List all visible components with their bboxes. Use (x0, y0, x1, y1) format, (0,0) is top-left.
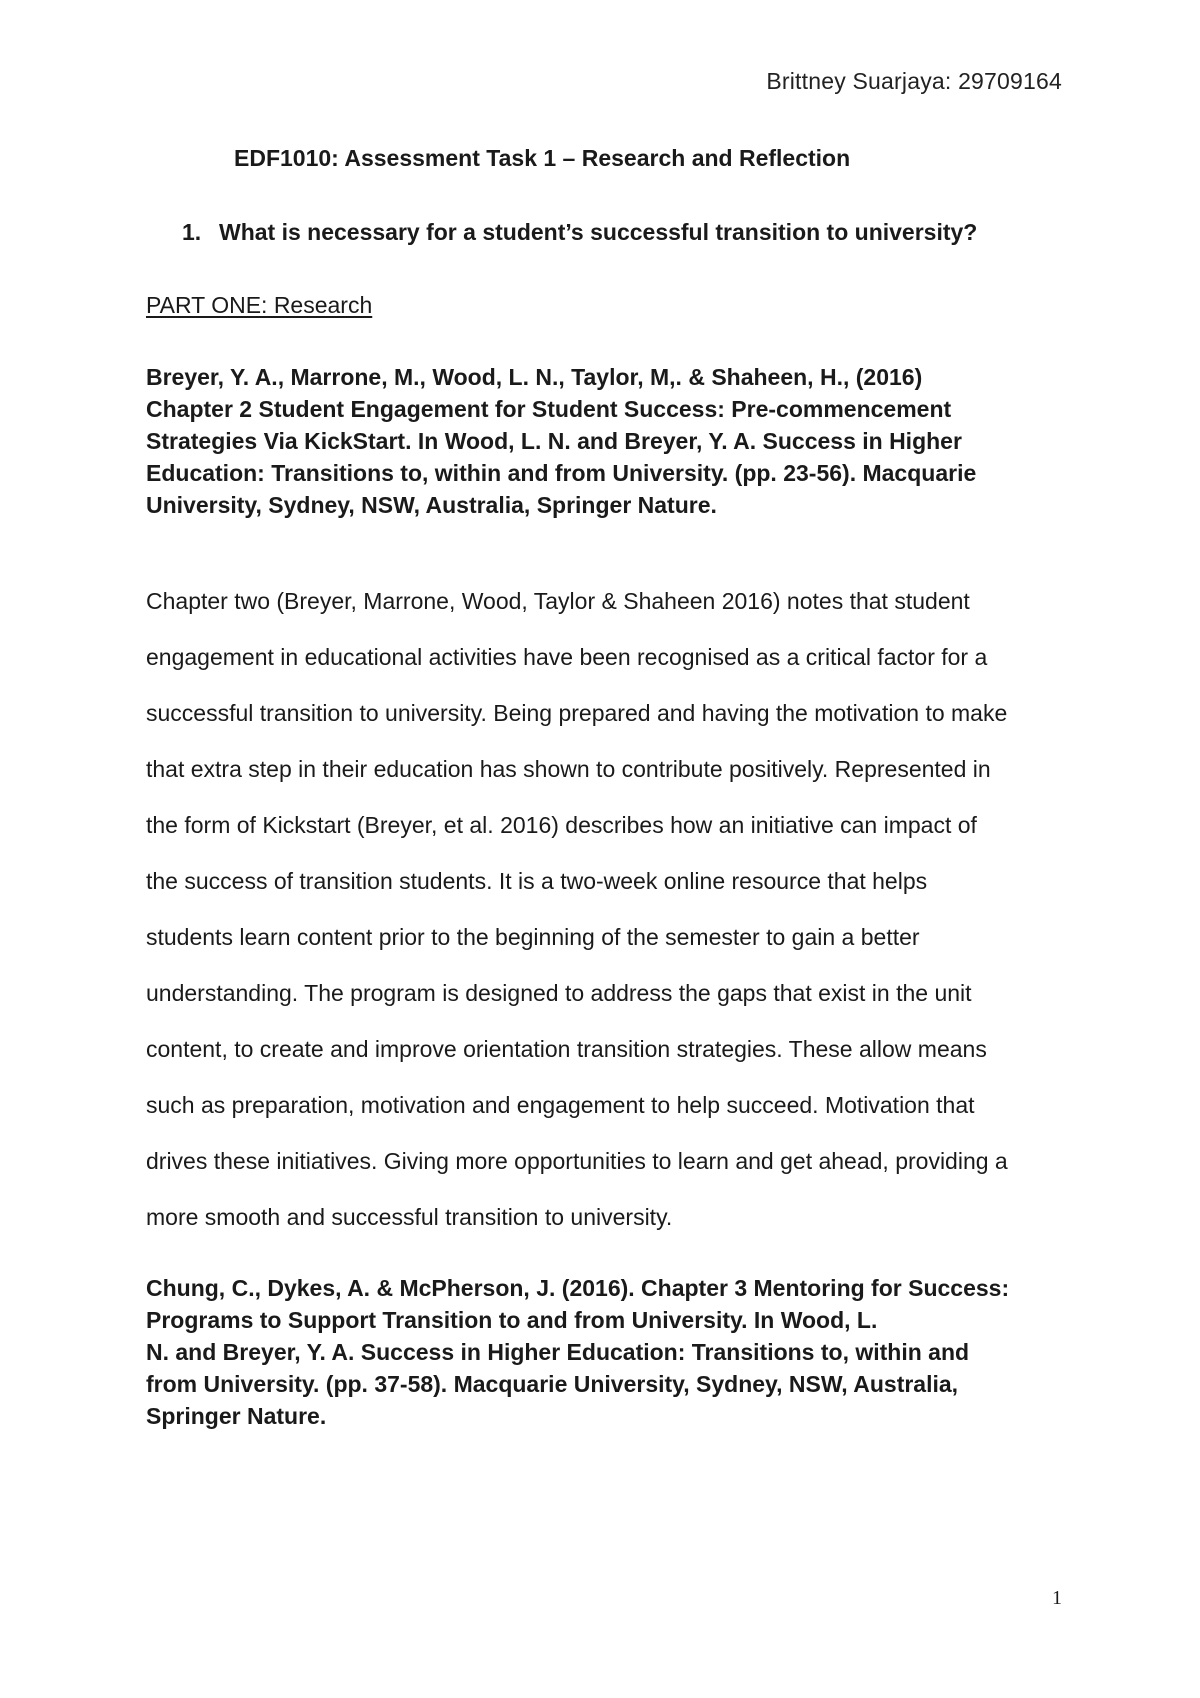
paragraph-line: understanding. The program is designed to address the gaps that exist in the unit (146, 980, 972, 1006)
reference-line: Chapter 2 Student Engagement for Student Success: Pre-commencement (146, 396, 952, 422)
paragraph-line: successful transition to university. Being prepared and having the motivation to make (146, 700, 1008, 726)
paragraph-line: students learn content prior to the beginning of the semester to gain a better (146, 924, 920, 950)
reference-line: Chung, C., Dykes, A. & McPherson, J. (2016). Chapter 3 Mentoring for Success: (146, 1275, 1010, 1301)
paragraph-line: the success of transition students. It is a two-week online resource that helps (146, 868, 928, 894)
reference-line: Breyer, Y. A., Marrone, M., Wood, L. N., Taylor, M,. & Shaheen, H., (2016) (146, 364, 923, 390)
question-text: What is necessary for a student’s successful transition to university? (219, 219, 978, 245)
page-number: 1 (1052, 1587, 1062, 1609)
body-paragraph (146, 585, 1086, 1257)
paragraph-line: engagement in educational activities have been recognised as a critical factor for a (146, 644, 988, 670)
reference-line: Education: Transitions to, within and from University. (pp. 23-56). Macquarie (146, 460, 977, 486)
paragraph-line: such as preparation, motivation and engagement to help succeed. Motivation that (146, 1092, 975, 1118)
paragraph-line: content, to create and improve orientation transition strategies. These allow means (146, 1036, 987, 1062)
question-number: 1. (182, 219, 202, 245)
document-title: EDF1010: Assessment Task 1 – Research and Reflection (234, 145, 851, 171)
reference-line: University, Sydney, NSW, Australia, Springer Nature. (146, 492, 717, 518)
reference-line: Strategies Via KickStart. In Wood, L. N. and Breyer, Y. A. Success in Higher (146, 428, 962, 454)
reference-line: Springer Nature. (146, 1403, 327, 1429)
reference-line: Programs to Support Transition to and from University. In Wood, L. (146, 1307, 878, 1333)
author-header: Brittney Suarjaya: 29709164 (766, 68, 1062, 94)
paragraph-line: drives these initiatives. Giving more opportunities to learn and get ahead, providing a (146, 1148, 1008, 1174)
question-heading (182, 219, 977, 246)
paragraph-line: more smooth and successful transition to university. (146, 1204, 673, 1230)
paragraph-line: that extra step in their education has shown to contribute positively. Represented in (146, 756, 991, 782)
part-heading: PART ONE: Research (146, 292, 373, 318)
reference-1 (146, 361, 1066, 521)
reference-line: from University. (pp. 37-58). Macquarie University, Sydney, NSW, Australia, (146, 1371, 959, 1397)
paragraph-line: Chapter two (Breyer, Marrone, Wood, Taylor & Shaheen 2016) notes that student (146, 588, 970, 614)
reference-2 (146, 1272, 1066, 1432)
paragraph-line: the form of Kickstart (Breyer, et al. 2016) describes how an initiative can impact of (146, 812, 977, 838)
reference-line: N. and Breyer, Y. A. Success in Higher Education: Transitions to, within and (146, 1339, 970, 1365)
